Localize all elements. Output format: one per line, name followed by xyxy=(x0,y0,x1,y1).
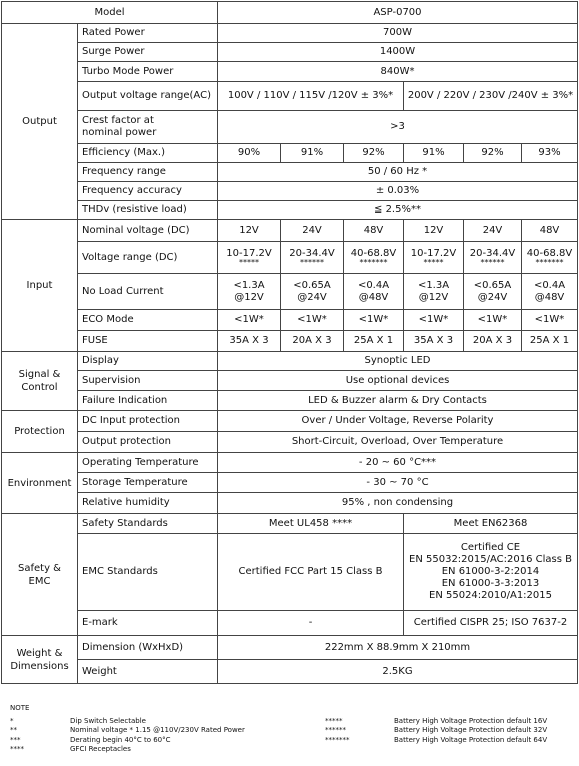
category-signal-line1: Signal & xyxy=(18,369,61,380)
emc-standards-low: Certified FCC Part 15 Class B xyxy=(218,534,404,611)
humidity-label: Relative humidity xyxy=(78,493,218,514)
nominal-voltage-value: 12V xyxy=(404,220,464,242)
supervision-value: Use optional devices xyxy=(218,371,578,391)
note-key: * xyxy=(10,716,14,725)
category-safety-line1: Safety & xyxy=(18,562,61,574)
safety-standards-low: Meet UL458 **** xyxy=(218,514,404,534)
fuse-value: 20A X 3 xyxy=(464,331,522,352)
spec-table xyxy=(1,1,578,684)
supervision-label: Supervision xyxy=(78,371,218,391)
note-row xyxy=(10,726,575,736)
emc-standard-line: EN 61000-3-2:2014 xyxy=(441,566,540,577)
display-row xyxy=(2,352,578,371)
category-weight-dimensions xyxy=(2,636,78,684)
dc-voltage-range-stars: ****** xyxy=(300,258,324,267)
humidity-value: 95% , non condensing xyxy=(218,493,578,514)
dc-voltage-range-stars: ******* xyxy=(359,258,388,267)
dc-voltage-range-cell xyxy=(218,242,281,274)
crest-factor-label xyxy=(78,111,218,144)
surge-power-label: Surge Power xyxy=(78,43,218,62)
efficiency-value: 92% xyxy=(344,144,404,163)
category-protection: Protection xyxy=(2,411,78,453)
no-load-current-value: <0.65A xyxy=(293,279,331,291)
no-load-current-value: <0.4A xyxy=(533,279,566,291)
note-row xyxy=(10,736,575,746)
model-row xyxy=(2,2,578,24)
dimension-value: 222mm X 88.9mm X 210mm xyxy=(218,636,578,660)
fuse-row xyxy=(2,331,578,352)
fuse-value: 25A X 1 xyxy=(344,331,404,352)
efficiency-value: 93% xyxy=(522,144,578,163)
fuse-value: 25A X 1 xyxy=(522,331,578,352)
dc-input-protection-value: Over / Under Voltage, Reverse Polarity xyxy=(218,411,578,432)
weight-row xyxy=(2,660,578,684)
frequency-accuracy-label: Frequency accuracy xyxy=(78,182,218,201)
supervision-row xyxy=(2,371,578,391)
note-text: Battery High Voltage Protection default 32V xyxy=(394,726,548,734)
dimension-row xyxy=(2,636,578,660)
display-label: Display xyxy=(78,352,218,371)
note-row xyxy=(10,745,575,755)
no-load-current-at: @24V xyxy=(477,291,508,303)
storage-temperature-label: Storage Temperature xyxy=(78,473,218,493)
thdv-label: THDv (resistive load) xyxy=(78,201,218,220)
emark-label: E-mark xyxy=(78,611,218,636)
thdv-row xyxy=(2,201,578,220)
fuse-label: FUSE xyxy=(78,331,218,352)
weight-value: 2.5KG xyxy=(218,660,578,684)
nominal-voltage-value: 12V xyxy=(218,220,281,242)
eco-mode-value: <1W* xyxy=(404,310,464,331)
emc-standards-label: EMC Standards xyxy=(78,534,218,611)
note-key: ****** xyxy=(325,726,346,734)
crest-factor-row xyxy=(2,111,578,144)
no-load-current-at: @24V xyxy=(297,291,327,303)
display-value: Synoptic LED xyxy=(218,352,578,371)
operating-temperature-value: - 20 ~ 60 °C*** xyxy=(218,453,578,473)
dc-voltage-range-label: Voltage range (DC) xyxy=(78,242,218,274)
note-text: Battery High Voltage Protection default 64V xyxy=(394,735,548,744)
emc-standard-line: EN 55032:2015/AC:2016 Class B xyxy=(409,554,572,565)
nominal-voltage-value: 24V xyxy=(281,220,344,242)
dc-voltage-range-stars: ***** xyxy=(239,258,259,267)
dc-voltage-range-stars: ***** xyxy=(423,258,444,267)
output-protection-label: Output protection xyxy=(78,432,218,453)
note-text: GFCI Receptacles xyxy=(70,745,131,753)
no-load-current-at: @12V xyxy=(418,291,449,303)
fuse-value: 35A X 3 xyxy=(218,331,281,352)
nominal-voltage-value: 48V xyxy=(522,220,578,242)
dc-voltage-range-cell xyxy=(522,242,578,274)
no-load-current-value: <0.65A xyxy=(473,279,512,291)
no-load-current-cell xyxy=(404,274,464,310)
model-value: ASP-0700 xyxy=(218,2,578,24)
no-load-current-value: <0.4A xyxy=(357,279,390,291)
emc-standard-line: EN 61000-3-3:2013 xyxy=(441,578,540,589)
note-text: Nominal voltage * 1.15 @110V/230V Rated Power xyxy=(70,726,245,734)
note-key: **** xyxy=(10,745,24,753)
frequency-range-value: 50 / 60 Hz * xyxy=(218,163,578,182)
surge-power-value: 1400W xyxy=(218,43,578,62)
category-safety-emc xyxy=(2,514,78,636)
emc-standard-line: EN 55024:2010/A1:2015 xyxy=(429,590,552,601)
category-signal-line2: Control xyxy=(21,382,58,393)
note-key: ** xyxy=(10,726,17,734)
note-text: Derating begin 40°C to 60°C xyxy=(70,735,171,744)
safety-standards-label: Safety Standards xyxy=(78,514,218,534)
no-load-current-cell xyxy=(281,274,344,310)
no-load-current-cell xyxy=(464,274,522,310)
no-load-current-at: @12V xyxy=(234,291,264,303)
efficiency-row xyxy=(2,144,578,163)
frequency-range-row xyxy=(2,163,578,182)
surge-power-row xyxy=(2,43,578,62)
operating-temperature-row xyxy=(2,453,578,473)
nominal-voltage-row xyxy=(2,220,578,242)
eco-mode-value: <1W* xyxy=(464,310,522,331)
emark-high: Certified CISPR 25; ISO 7637-2 xyxy=(404,611,578,636)
rated-power-value: 700W xyxy=(218,24,578,43)
nominal-voltage-value: 24V xyxy=(464,220,522,242)
turbo-power-value: 840W* xyxy=(218,62,578,82)
output-voltage-row xyxy=(2,82,578,111)
dc-voltage-range-value: 10-17.2V xyxy=(226,248,272,259)
category-weight-line1: Weight & xyxy=(16,647,63,659)
turbo-power-label: Turbo Mode Power xyxy=(78,62,218,82)
safety-standards-row xyxy=(2,514,578,534)
eco-mode-value: <1W* xyxy=(344,310,404,331)
category-weight-line2: Dimensions xyxy=(10,660,69,672)
storage-temperature-value: - 30 ~ 70 °C xyxy=(218,473,578,493)
dc-input-protection-label: DC Input protection xyxy=(78,411,218,432)
category-environment: Environment xyxy=(2,453,78,514)
fuse-value: 20A X 3 xyxy=(281,331,344,352)
output-protection-row xyxy=(2,432,578,453)
category-signal-control xyxy=(2,352,78,411)
note-text: Dip Switch Selectable xyxy=(70,716,146,725)
nominal-voltage-value: 48V xyxy=(344,220,404,242)
output-voltage-label: Output voltage range(AC) xyxy=(78,82,218,111)
dc-voltage-range-cell xyxy=(404,242,464,274)
dimension-label: Dimension (WxHxD) xyxy=(78,636,218,660)
efficiency-value: 92% xyxy=(464,144,522,163)
crest-factor-label-line1: Crest factor at xyxy=(82,115,154,126)
category-output: Output xyxy=(2,24,78,220)
no-load-current-value: <1.3A xyxy=(233,279,265,291)
notes-section xyxy=(10,704,575,755)
dc-voltage-range-value: 20-34.4V xyxy=(289,248,335,259)
nominal-voltage-label: Nominal voltage (DC) xyxy=(78,220,218,242)
safety-standards-high: Meet EN62368 xyxy=(404,514,578,534)
dc-voltage-range-value: 20-34.4V xyxy=(469,248,516,259)
eco-mode-value: <1W* xyxy=(522,310,578,331)
failure-indication-row xyxy=(2,391,578,411)
weight-label: Weight xyxy=(78,660,218,684)
note-key: ***** xyxy=(325,716,343,725)
rated-power-label: Rated Power xyxy=(78,24,218,43)
note-key: ******* xyxy=(325,735,350,744)
rated-power-row xyxy=(2,24,578,43)
fuse-value: 35A X 3 xyxy=(404,331,464,352)
dc-voltage-range-cell xyxy=(281,242,344,274)
no-load-current-row xyxy=(2,274,578,310)
dc-voltage-range-stars: ****** xyxy=(480,258,505,267)
no-load-current-label: No Load Current xyxy=(78,274,218,310)
output-voltage-high: 200V / 220V / 230V /240V ± 3%* xyxy=(404,82,578,111)
dc-voltage-range-row xyxy=(2,242,578,274)
notes-title: NOTE xyxy=(10,704,30,712)
frequency-accuracy-value: ± 0.03% xyxy=(218,182,578,201)
efficiency-value: 91% xyxy=(281,144,344,163)
crest-factor-label-line2: nominal power xyxy=(82,127,157,138)
emark-row xyxy=(2,611,578,636)
frequency-accuracy-row xyxy=(2,182,578,201)
dc-voltage-range-value: 10-17.2V xyxy=(410,248,457,259)
emc-standards-row xyxy=(2,534,578,611)
category-safety-line2: EMC xyxy=(28,575,51,587)
crest-factor-value: >3 xyxy=(218,111,578,144)
output-protection-value: Short-Circuit, Overload, Over Temperature xyxy=(218,432,578,453)
thdv-value: ≦ 2.5%** xyxy=(218,201,578,220)
no-load-current-at: @48V xyxy=(534,291,565,303)
efficiency-value: 90% xyxy=(218,144,281,163)
frequency-range-label: Frequency range xyxy=(78,163,218,182)
category-input: Input xyxy=(2,220,78,352)
turbo-power-row xyxy=(2,62,578,82)
dc-voltage-range-value: 40-68.8V xyxy=(350,248,397,259)
efficiency-value: 91% xyxy=(404,144,464,163)
storage-temperature-row xyxy=(2,473,578,493)
no-load-current-cell xyxy=(522,274,578,310)
efficiency-label: Efficiency (Max.) xyxy=(78,144,218,163)
dc-voltage-range-value: 40-68.8V xyxy=(526,248,573,259)
eco-mode-value: <1W* xyxy=(218,310,281,331)
emark-low: - xyxy=(218,611,404,636)
no-load-current-cell xyxy=(344,274,404,310)
eco-mode-value: <1W* xyxy=(281,310,344,331)
note-text: Battery High Voltage Protection default 16V xyxy=(394,716,548,725)
emc-standard-line: Certified CE xyxy=(460,542,521,553)
humidity-row xyxy=(2,493,578,514)
note-row xyxy=(10,717,575,727)
failure-indication-value: LED & Buzzer alarm & Dry Contacts xyxy=(218,391,578,411)
output-voltage-low: 100V / 110V / 115V /120V ± 3%* xyxy=(218,82,404,111)
eco-mode-label: ECO Mode xyxy=(78,310,218,331)
dc-input-protection-row xyxy=(2,411,578,432)
no-load-current-cell xyxy=(218,274,281,310)
dc-voltage-range-cell xyxy=(464,242,522,274)
no-load-current-value: <1.3A xyxy=(417,279,450,291)
dc-voltage-range-cell xyxy=(344,242,404,274)
note-key: *** xyxy=(10,735,21,744)
operating-temperature-label: Operating Temperature xyxy=(78,453,218,473)
emc-standards-high xyxy=(404,534,578,611)
eco-mode-row xyxy=(2,310,578,331)
model-label: Model xyxy=(2,2,218,24)
failure-indication-label: Failure Indication xyxy=(78,391,218,411)
dc-voltage-range-stars: ******* xyxy=(535,258,564,267)
no-load-current-at: @48V xyxy=(358,291,389,303)
